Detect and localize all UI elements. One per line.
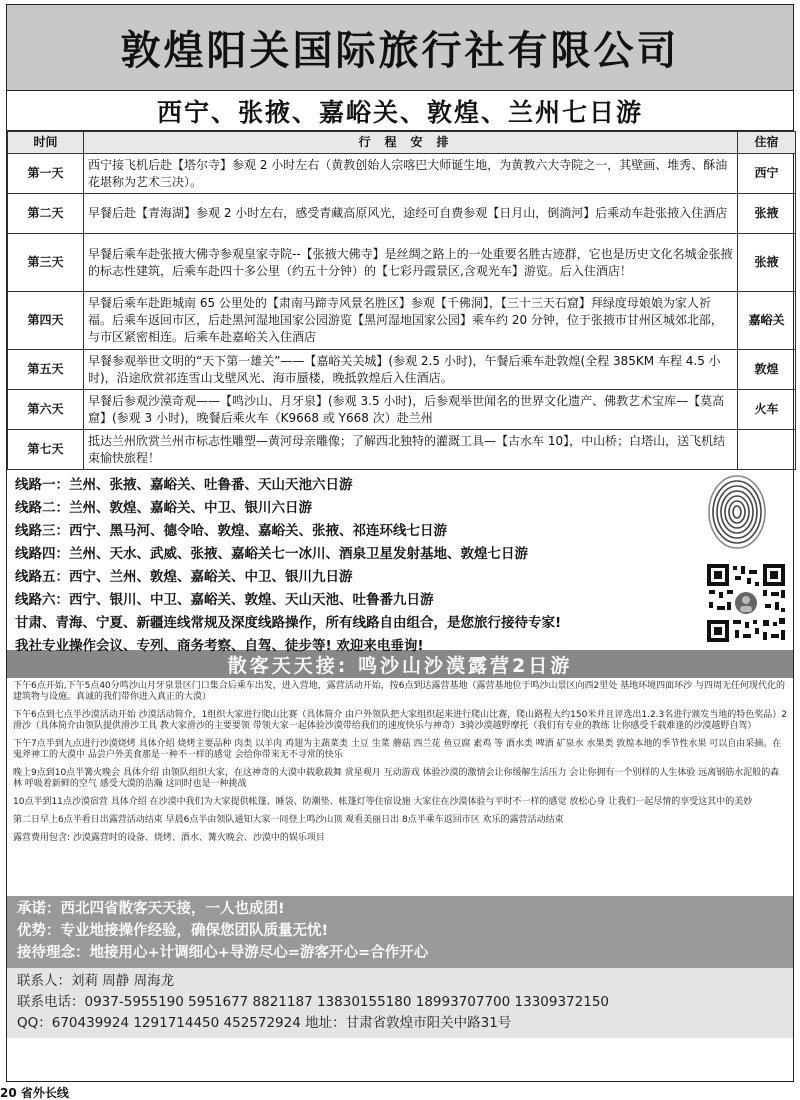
day-description: 早餐后参观沙漠奇观——【鸣沙山、月牙泉】(参观 3.5 小时)，后参观举世闻名的世界文化遗产、佛教艺术宝库—【莫高窟】(参观 3 小时)，晚餐后乘火车（K9668 或 Y668 次）赴兰州 bbox=[84, 390, 738, 430]
day-description: 早餐后乘车赴距城南 65 公里处的【肃南马蹄寺风景名胜区】参观【千佛洞】，【三十三天石窟】拜绿度母娘娘为家人祈福。后乘车返回市区，后赴黑河湿地国家公园游览【黑河湿地国家公园】乘车约 20 分钟，位于张掖市甘州区城郊北部，与市区紧密相连。后乘车赴嘉峪关入住酒店 bbox=[84, 292, 738, 350]
table-row bbox=[8, 430, 796, 470]
day-label: 第五天 bbox=[8, 350, 84, 390]
day-description: 早餐后乘车赴张掖大佛寺参观皇家寺院--【张掖大佛寺】是丝绸之路上的一处重要名胜古迹群，它也是历史文化名城金张掖的标志性建筑，后乘车赴四十多公里（约五十分钟）的【七彩丹霞景区,含观光车】游览。后入住酒店！ bbox=[84, 234, 738, 292]
camp-fee-note: 露营费用包含: 沙漠露营时的设备、烧烤、酒水、篝火晚会、沙漠中的娱乐项目 bbox=[13, 833, 325, 843]
route-list bbox=[7, 470, 793, 654]
table-header-row bbox=[8, 132, 796, 154]
contact-section bbox=[7, 968, 793, 1038]
route-item: 线路六：西宁、银川、中卫、嘉峪关、敦煌、天山天池、吐鲁番九日游 bbox=[15, 592, 434, 608]
day-stay bbox=[738, 430, 796, 470]
day-description: 西宁接飞机后赴【塔尔寺】参观 2 小时左右（黄教创始人宗喀巴大师诞生地，为黄教六大寺院之一，其壁画、堆秀、酥油花堪称为艺术三决）。 bbox=[84, 154, 738, 194]
contact-people: 联系人：刘莉 周静 周海龙 bbox=[17, 973, 175, 989]
route-title-bar bbox=[7, 91, 793, 131]
header-time: 时间 bbox=[8, 132, 84, 154]
table-row bbox=[8, 234, 796, 292]
day-description: 早餐参观举世文明的“天下第一雄关”——【嘉峪关关城】(参观 2.5 小时)，午餐后乘车赴敦煌(全程 385KM 车程 4.5 小时)，沿途欣赏祁连雪山戈壁风光、海市蜃楼，晚抵敦煌后入住酒店。 bbox=[84, 350, 738, 390]
camp-paragraph: 第二日早上6点半看日出露营活动结束 早晨6点半由领队通知大家一同登上鸣沙山顶 观看美丽日出 8点半乘车返回市区 欢乐的露营活动结束 bbox=[13, 815, 564, 825]
camp-title: 散客天天接: 鸣沙山沙漠露营2日游 bbox=[227, 654, 573, 677]
fingerprint-icon bbox=[707, 474, 767, 550]
itinerary-table bbox=[7, 131, 796, 470]
day-label: 第三天 bbox=[8, 234, 84, 292]
table-row bbox=[8, 390, 796, 430]
day-label: 第二天 bbox=[8, 194, 84, 234]
qr-code-icon[interactable] bbox=[705, 562, 787, 644]
day-stay: 西宁 bbox=[738, 154, 796, 194]
slogan-expert: 甘肃、青海、宁夏、新疆连线常规及深度线路操作，所有线路自由组合，是您旅行接待专家! bbox=[15, 615, 562, 631]
camp-paragraph: 下午6点到七点半沙漠活动开始 沙漠活动简介，1组织大家进行爬山比赛（具体简介 由户外领队把大家组织起来进行爬山比赛，爬山路程大约150米并且评选出1.2.3名进行颁发当地的特色奖品）2滑沙（具体简介由领队提供滑沙工具 教大家滑沙的主要要领 带领大家一起体验沙漠带给我们的速度快乐与神奇）3骑沙漠越野摩托（我们有专业的教练 让你感受千载难逢的沙漠越野自驾） bbox=[13, 710, 787, 731]
route-item: 线路二：兰州、敦煌、嘉峪关、中卫、银川六日游 bbox=[15, 500, 312, 516]
route-item: 线路五：西宁、兰州、敦煌、嘉峪关、中卫、银川九日游 bbox=[15, 569, 353, 585]
camp-paragraph: 下午7点半到九点进行沙漠烧烤 具体介绍 烧烤主要品种 肉类 以羊肉 鸡翅为主蔬菜类 土豆 生菜 蘑菇 西兰花 鱼豆腐 素鸡 等 酒水类 啤酒 矿泉水 水果类 敦煌本地的季节性水果 可以自由采摘。在鬼斧神工的大漠中 品尝户外美食那是一种不一样的感觉 会给你带来无不寻常的快乐 bbox=[13, 739, 782, 760]
company-name: 敦煌阳关国际旅行社有限公司 bbox=[120, 28, 680, 74]
brochure-page bbox=[6, 4, 794, 1082]
day-stay: 张掖 bbox=[738, 234, 796, 292]
contact-qq-address: QQ：670439924 1291714450 452572924 地址：甘肃省敦煌市阳关中路31号 bbox=[17, 1015, 512, 1031]
promise-section bbox=[7, 896, 793, 968]
camp-paragraph: 下午6点开始,下午5点40分鸣沙山月牙泉景区门口集合后乘车出发，进入营地，露营活动开始，按6点到达露营基地（露营基地位于鸣沙山景区向西2里处 基地环境四面环沙 与四周无任何现代化的建筑物与设施。真诚的我们带你进入真正的大漠） bbox=[13, 681, 785, 702]
contact-phones: 联系电话：0937-5955190 5951677 8821187 13830155180 18993707700 13309372150 bbox=[17, 994, 609, 1010]
header-schedule: 行程安排 bbox=[84, 132, 738, 154]
day-stay: 火车 bbox=[738, 390, 796, 430]
day-label: 第四天 bbox=[8, 292, 84, 350]
day-label: 第六天 bbox=[8, 390, 84, 430]
route-item: 线路四：兰州、天水、武威、张掖、嘉峪关七一冰川、酒泉卫星发射基地、敦煌七日游 bbox=[15, 546, 528, 562]
table-row bbox=[8, 350, 796, 390]
route-item: 线路三：西宁、黑马河、德令哈、敦煌、嘉峪关、张掖、祁连环线七日游 bbox=[15, 523, 447, 539]
day-label: 第七天 bbox=[8, 430, 84, 470]
promise-line: 承诺：西北四省散客天天接，一人也成团! bbox=[17, 901, 285, 917]
header-stay: 住宿 bbox=[738, 132, 796, 154]
day-stay: 嘉峪关 bbox=[738, 292, 796, 350]
day-stay: 敦煌 bbox=[738, 350, 796, 390]
table-row bbox=[8, 292, 796, 350]
camp-paragraph: 10点半到11点沙漠宿营 具体介绍 在沙漠中我们为大家提供帐篷、睡袋、防潮垫、帐篷灯等住宿设施 大家住在沙漠体验与平时不一样的感觉 放松心身 让我们一起尽情的享受这其中的美妙 bbox=[13, 797, 753, 807]
table-row bbox=[8, 154, 796, 194]
company-banner bbox=[7, 5, 793, 91]
advantage-line: 优势：专业地接操作经验，确保您团队质量无忧! bbox=[17, 923, 329, 939]
camp-details bbox=[7, 678, 793, 896]
day-stay: 张掖 bbox=[738, 194, 796, 234]
slogan-services: 我社专业操作会议、专列、商务考察、自驾、徒步等! 欢迎来电垂询! bbox=[15, 638, 424, 654]
page-footer: 20 省外长线 bbox=[0, 1086, 69, 1100]
camp-paragraph: 晚上9点到10点半篝火晚会 具体介绍 由领队组织大家，在这神奇的大漠中载歌载舞 赏星观月 互动游戏 体验沙漠的激情会让你缓解生活压力 会让你拥有一个别样的人生体验 远离钢筋水泥般的森林 呼吸着新鲜的空气 感受大漠的浩瀚 这同时也是一种挑战 bbox=[13, 768, 780, 789]
philosophy-line: 接待理念：地接用心+计调细心+导游尽心=游客开心=合作开心 bbox=[17, 945, 429, 961]
day-description: 早餐后赴【青海湖】参观 2 小时左右，感受青藏高原风光，途经可自费参观【日月山，倒淌河】后乘动车赴张掖入住酒店 bbox=[84, 194, 738, 234]
day-description: 抵达兰州欣赏兰州市标志性雕塑—黄河母亲雕像；了解西北独特的灌溉工具—【古水车 10】，中山桥；白塔山，送飞机结束愉快旅程！ bbox=[84, 430, 738, 470]
route-item: 线路一：兰州、张掖、嘉峪关、吐鲁番、天山天池六日游 bbox=[15, 477, 353, 493]
table-row bbox=[8, 194, 796, 234]
day-label: 第一天 bbox=[8, 154, 84, 194]
route-title: 西宁、张掖、嘉峪关、敦煌、兰州七日游 bbox=[156, 97, 643, 127]
